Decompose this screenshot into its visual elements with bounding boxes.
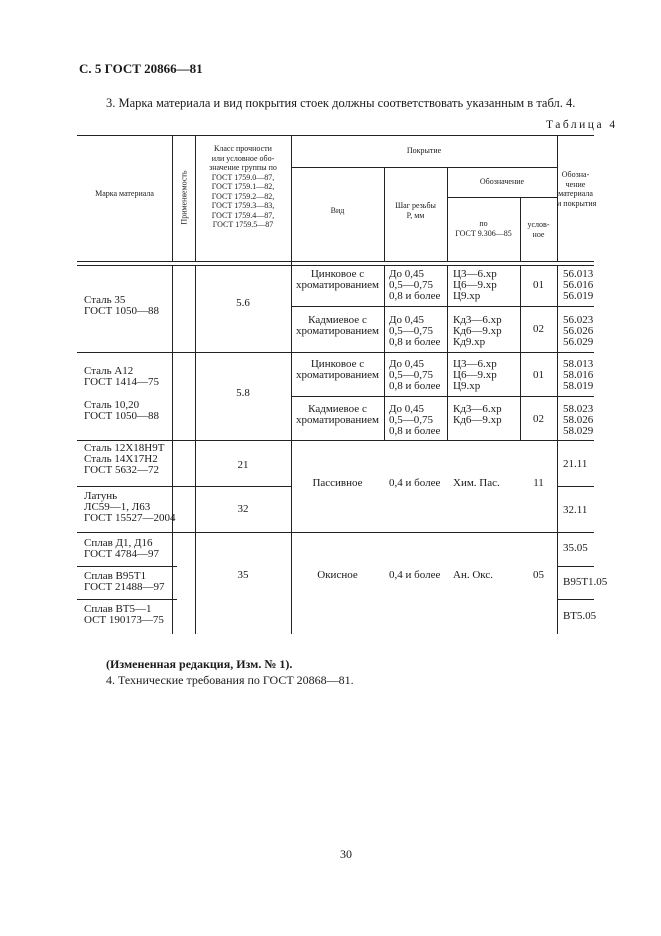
coating-kind-cell: Кадмиевое с хроматированием: [295, 314, 379, 337]
gost-designation-cell: Ц3—6.хр Ц6—9.хр Ц9.хр: [453, 268, 497, 302]
header-thread-pitch: Шаг резьбы P, мм: [395, 201, 436, 220]
thread-pitch-cell: До 0,45 0,5—0,75 0,8 и более: [389, 314, 441, 348]
material-cell: Сплав ВТ5—1 ОСТ 190173—75: [84, 603, 164, 626]
conventional-cell: 02: [533, 323, 544, 335]
result-code-cell: 35.05: [563, 542, 588, 554]
page-header: С. 5 ГОСТ 20866—81: [79, 61, 203, 76]
header-material-designation: Обозна- чение материала и покрытия: [557, 170, 597, 208]
table-rule: [384, 265, 385, 440]
paragraph-3: 3. Марка материала и вид покрытия стоек должны соответствовать указанным в табл. 4.: [106, 96, 576, 110]
header-material: Марка материала: [95, 189, 154, 198]
thread-pitch-cell: 0,4 и более: [389, 569, 441, 581]
coating-kind-cell: Цинковое с хроматированием: [295, 268, 379, 291]
strength-class-cell: 5.6: [236, 297, 250, 309]
gost-designation-cell: Кд3—6.хр Кд6—9.хр Кд9.хр: [453, 314, 502, 348]
result-code-cell: ВТ5.05: [563, 610, 597, 622]
conventional-cell: 01: [533, 279, 544, 291]
conventional-cell: 05: [533, 569, 544, 581]
gost-designation-cell: Ц3—6.хр Ц6—9.хр Ц9.хр: [453, 358, 497, 392]
thread-pitch-cell: 0,4 и более: [389, 477, 441, 489]
table-rule: [557, 486, 594, 487]
table-rule: [557, 599, 594, 600]
table-rule: [291, 306, 594, 307]
material-cell: Сталь 10,20 ГОСТ 1050—88: [84, 399, 159, 422]
table-rule: [77, 532, 594, 533]
table-rule: [447, 197, 557, 198]
table-rule: [291, 167, 557, 168]
result-code-cell: 58.023 58.026 58.029: [563, 403, 594, 437]
material-cell: Сталь А12 ГОСТ 1414—75: [84, 365, 159, 388]
strength-class-cell: 35: [237, 569, 249, 581]
table-rule: [77, 486, 291, 487]
table-rule: [77, 265, 594, 266]
thread-pitch-cell: До 0,45 0,5—0,75 0,8 и более: [389, 403, 441, 437]
header-kind: Вид: [330, 206, 345, 215]
result-code-cell: 21.11: [563, 458, 588, 470]
coating-kind-cell: Пассивное: [312, 477, 363, 489]
table-4: [77, 135, 608, 634]
coating-kind-cell: Цинковое с хроматированием: [295, 358, 379, 381]
result-code-cell: 32.11: [563, 504, 588, 516]
strength-class-cell: 32: [237, 503, 249, 515]
table-caption: Таблица 4: [546, 119, 618, 131]
table-rule: [291, 396, 594, 397]
material-cell: Сплав Д1, Д16 ГОСТ 4784—97: [84, 537, 159, 560]
coating-kind-cell: Окисное: [317, 569, 358, 581]
table-rule: [557, 566, 594, 567]
result-code-cell: 58.013 58.016 58.019: [563, 358, 594, 392]
table-rule: [77, 352, 594, 353]
page-number: 30: [340, 847, 352, 861]
result-code-cell: В95Т1.05: [563, 576, 608, 588]
table-rule: [77, 566, 177, 567]
paragraph-4: 4. Технические требования по ГОСТ 20868—81.: [106, 673, 354, 687]
result-code-cell: 56.023 56.026 56.029: [563, 314, 594, 348]
conventional-cell: 11: [533, 477, 544, 489]
conventional-cell: 02: [533, 413, 544, 425]
material-cell: Сплав В95Т1 ГОСТ 21488—97: [84, 570, 165, 593]
header-coating: Покрытие: [406, 146, 442, 155]
conventional-cell: 01: [533, 369, 544, 381]
header-conventional: услов- ное: [527, 220, 550, 239]
table-rule: [77, 440, 594, 441]
result-code-cell: 56.013 56.016 56.019: [563, 268, 594, 302]
table-rule: [77, 599, 177, 600]
header-by-gost: по ГОСТ 9.306—85: [455, 219, 512, 238]
gost-designation-cell: Ан. Окс.: [453, 569, 493, 581]
material-cell: Сталь 35 ГОСТ 1050—88: [84, 294, 159, 317]
thread-pitch-cell: До 0,45 0,5—0,75 0,8 и более: [389, 358, 441, 392]
strength-class-cell: 21: [237, 459, 249, 471]
table-rule: [557, 265, 558, 634]
table-rule: [447, 265, 448, 440]
header-designation: Обозначение: [479, 177, 525, 186]
table-rule: [77, 135, 594, 136]
table-rule: [77, 261, 594, 262]
coating-kind-cell: Кадмиевое с хроматированием: [295, 403, 379, 426]
gost-designation-cell: Хим. Пас.: [453, 477, 500, 489]
gost-designation-cell: Кд3—6.хр Кд6—9.хр: [453, 403, 502, 426]
strength-class-cell: 5.8: [236, 387, 250, 399]
table-rule: [172, 265, 173, 634]
table-rule: [172, 135, 173, 261]
thread-pitch-cell: До 0,45 0,5—0,75 0,8 и более: [389, 268, 441, 302]
material-cell: Сталь 12Х18Н9Т Сталь 14Х17Н2 ГОСТ 5632—72: [84, 442, 165, 476]
header-strength-class: Класс прочности или условное обо- значение группы по ГОСТ 1759.0—87, ГОСТ 1759.1—82, ГОСТ 1759.2—82, ГОСТ 1759.3—83, ГОСТ 1759.4—87, ГОСТ 1759.5—87: [209, 144, 277, 229]
material-cell: Латунь ЛС59—1, Л63 ГОСТ 15527—2004: [84, 490, 176, 524]
header-applicability: Применяемость: [179, 170, 189, 225]
revision-note: (Измененная редакция, Изм. № 1).: [106, 657, 293, 671]
